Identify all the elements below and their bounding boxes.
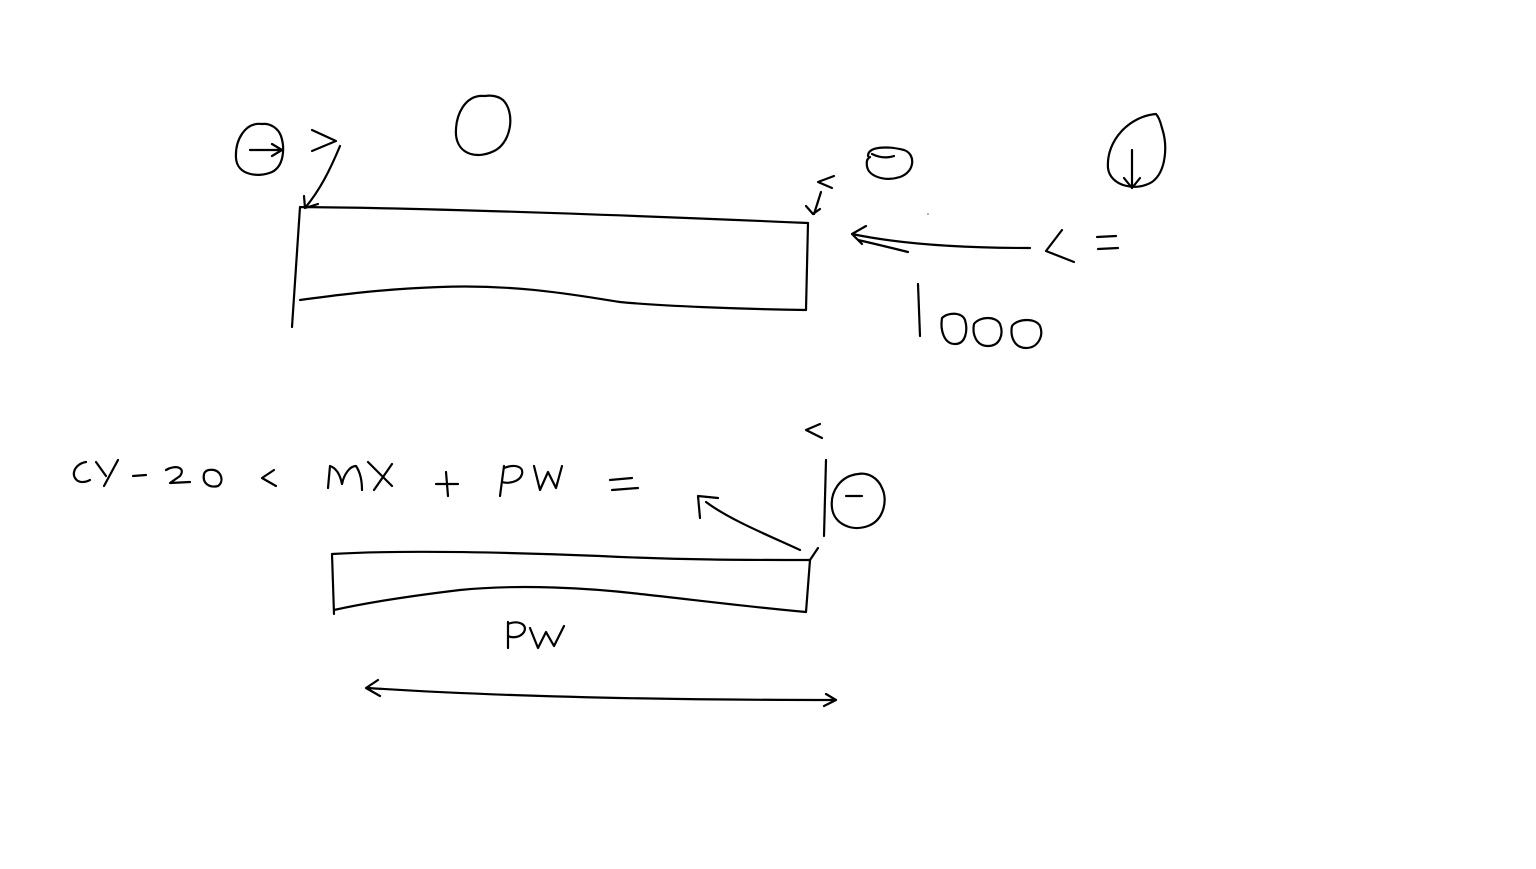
falling-ball-arrow-icon: [1124, 150, 1140, 188]
bottom-figure: [74, 424, 885, 706]
length-label: [1046, 230, 1047, 231]
length-value: [918, 284, 919, 285]
top-figure: [236, 96, 1165, 348]
top-right-small-ball-mark: [872, 154, 894, 157]
equation-strokes: [74, 460, 638, 496]
top-left-ball-arrow-icon: [250, 144, 282, 156]
incoming-arrow-icon: [852, 226, 1030, 252]
top-left-impact-arrow-icon: [304, 146, 340, 208]
length-label-strokes: [1046, 230, 1118, 262]
top-left-ball: [236, 124, 283, 175]
equation-label: [70, 460, 71, 461]
dimension-arrow-icon: [366, 680, 836, 706]
width-label: [508, 620, 509, 621]
top-bar: [292, 207, 808, 327]
bottom-corner-mark: [806, 424, 822, 438]
top-right-small-ball: [867, 148, 912, 179]
bottom-bar: [332, 552, 810, 614]
corner-mark-label: [806, 424, 807, 425]
rebound-arrow-icon: [698, 496, 800, 550]
falling-ball: [1108, 114, 1165, 188]
width-label-strokes: [508, 622, 564, 648]
length-value-strokes: [918, 284, 1041, 348]
bottom-ball: [832, 474, 885, 528]
stray-dot: [927, 213, 929, 215]
bottom-wall-line: [824, 460, 826, 536]
top-right-corner-arrow-icon: [806, 192, 821, 214]
top-right-corner-mark: [818, 176, 834, 188]
top-left-chevron: [312, 130, 336, 151]
top-center-ball: [456, 96, 510, 155]
bar-corner-tick: [810, 548, 818, 560]
